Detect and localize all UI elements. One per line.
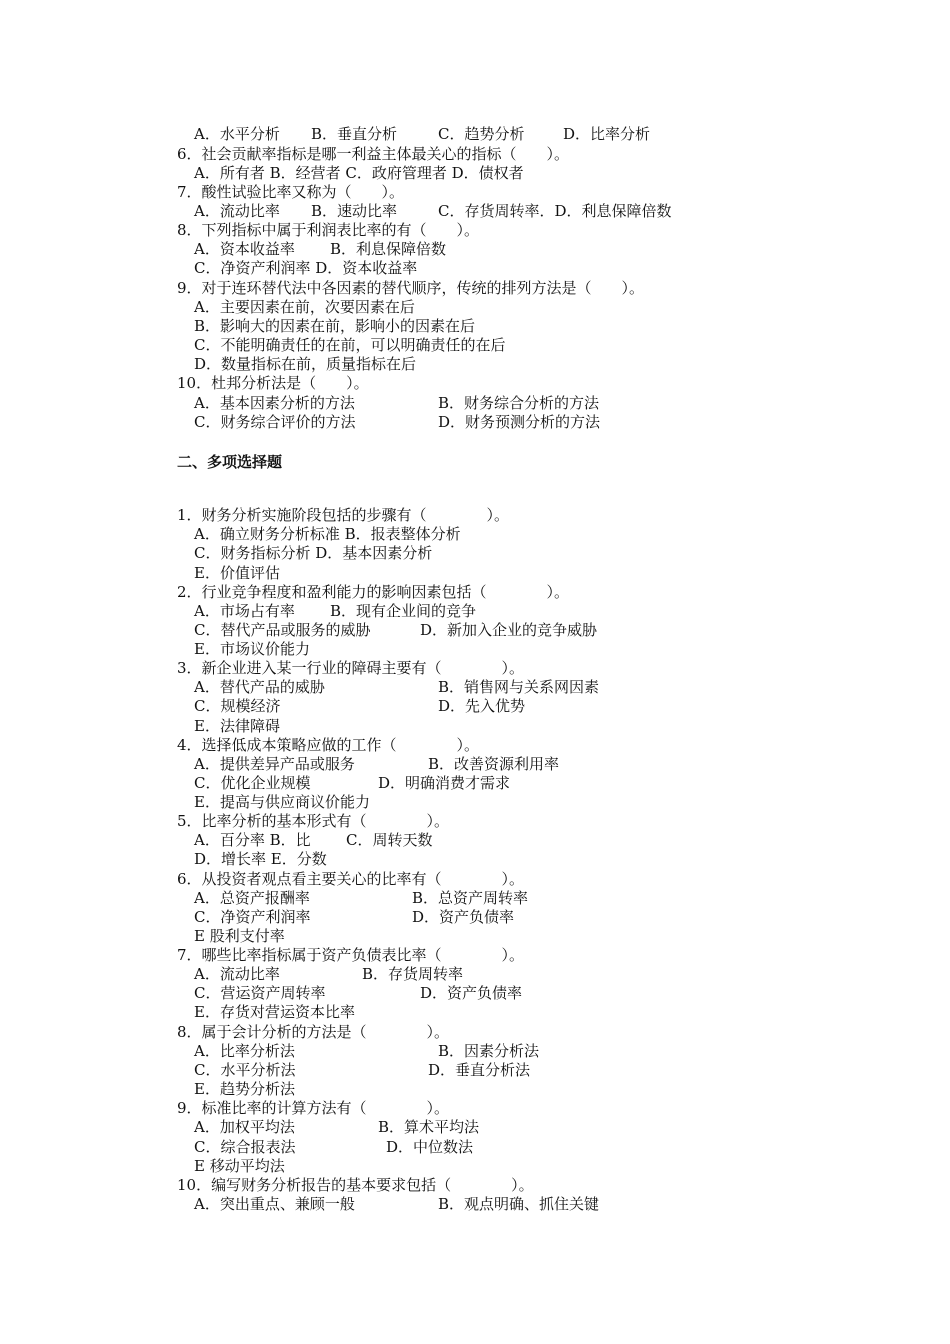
option-e: E．趋势分析法 — [194, 1080, 295, 1098]
question-text: 5．比率分析的基本形式有（ ）。 — [177, 812, 450, 830]
question-text: 6．从投资者观点看主要关心的比率有（ ）。 — [177, 870, 525, 888]
option-b: B．算术平均法 — [378, 1118, 480, 1136]
option-c: C．趋势分析 — [438, 125, 525, 143]
option-d: D．资产负债率 — [412, 908, 515, 926]
option-e: E．市场议价能力 — [194, 640, 310, 658]
option-d: D．比率分析 — [563, 125, 651, 143]
option-c: C．替代产品或服务的威胁 — [194, 621, 371, 639]
question-text: 1．财务分析实施阶段包括的步骤有（ ）。 — [177, 506, 510, 524]
options-line: A．确立财务分析标准 B．报表整体分析 — [194, 525, 461, 543]
option-e: E 股利支付率 — [194, 927, 285, 945]
option-c: C．水平分析法 — [194, 1061, 296, 1079]
options-line: A．所有者 B．经营者 C．政府管理者 D．债权者 — [194, 164, 524, 182]
option-d: D．财务预测分析的方法 — [438, 413, 601, 431]
option-c: C．规模经济 — [194, 697, 281, 715]
option-c: C．周转天数 — [346, 831, 433, 849]
question-text: 9．对于连环替代法中各因素的替代顺序，传统的排列方法是（ ）。 — [177, 279, 645, 297]
question-text: 3．新企业进入某一行业的障碍主要有（ ）。 — [177, 659, 525, 677]
question-text: 4．选择低成本策略应做的工作（ ）。 — [177, 736, 480, 754]
option-c: C．综合报表法 — [194, 1138, 296, 1156]
option-c: C．净资产利润率 — [194, 908, 311, 926]
question-text: 6．社会贡献率指标是哪一利益主体最关心的指标（ ）。 — [177, 145, 570, 163]
option-c: C．财务综合评价的方法 — [194, 413, 356, 431]
question-text: 9．标准比率的计算方法有（ ）。 — [177, 1099, 450, 1117]
section-heading: 二、多项选择题 — [177, 453, 283, 471]
question-text: 7．哪些比率指标属于资产负债表比率（ ）。 — [177, 946, 525, 964]
option-a: A．水平分析 — [194, 125, 280, 143]
option-a: A．市场占有率 — [194, 602, 295, 620]
option-c: C．存货周转率．D．利息保障倍数 — [438, 202, 672, 220]
option-b: B．利息保障倍数 — [330, 240, 447, 258]
option-a: A．突出重点、兼顾一般 — [194, 1195, 355, 1213]
option-b: B．影响大的因素在前，影响小的因素在后 — [194, 317, 476, 335]
question-text: 10．杜邦分析法是（ ）。 — [177, 374, 369, 392]
option-c: C．优化企业规模 — [194, 774, 311, 792]
option-d: D．资产负债率 — [420, 984, 523, 1002]
option-a: A．替代产品的威胁 — [194, 678, 325, 696]
option-d: D．数量指标在前，质量指标在后 — [194, 355, 417, 373]
options-line: C．财务指标分析 D．基本因素分析 — [194, 544, 433, 562]
option-b: B．销售网与关系网因素 — [438, 678, 600, 696]
option-a: A．主要因素在前，次要因素在后 — [194, 298, 415, 316]
option-d: D．新加入企业的竞争威胁 — [420, 621, 598, 639]
options-line: C．净资产利润率 D．资本收益率 — [194, 259, 418, 277]
option-a: A．比率分析法 — [194, 1042, 295, 1060]
option-b: B．现有企业间的竞争 — [330, 602, 477, 620]
options-line: D．增长率 E．分数 — [194, 850, 327, 868]
option-b: B．速动比率 — [311, 202, 398, 220]
option-d: D．中位数法 — [386, 1138, 474, 1156]
option-b: B．财务综合分析的方法 — [438, 394, 600, 412]
option-e: E．存货对营运资本比率 — [194, 1003, 355, 1021]
option-c: C．营运资产周转率 — [194, 984, 326, 1002]
option-c: C．不能明确责任的在前，可以明确责任的在后 — [194, 336, 506, 354]
option-b: B．因素分析法 — [438, 1042, 540, 1060]
question-text: 8．下列指标中属于利润表比率的有（ ）。 — [177, 221, 480, 239]
option-e: E．法律障碍 — [194, 717, 280, 735]
question-text: 7．酸性试验比率又称为（ ）。 — [177, 183, 405, 201]
option-a: A．流动比率 — [194, 965, 280, 983]
option-a: A．加权平均法 — [194, 1118, 295, 1136]
option-a: A．流动比率 — [194, 202, 280, 220]
options-line: A．百分率 B．比 — [194, 831, 311, 849]
option-a: A．资本收益率 — [194, 240, 295, 258]
option-b: B．观点明确、抓住关键 — [438, 1195, 600, 1213]
option-e: E．价值评估 — [194, 564, 280, 582]
question-text: 2．行业竞争程度和盈利能力的影响因素包括（ ）。 — [177, 583, 570, 601]
question-text: 10．编写财务分析报告的基本要求包括（ ）。 — [177, 1176, 534, 1194]
option-e: E 移动平均法 — [194, 1157, 285, 1175]
option-b: B．总资产周转率 — [412, 889, 529, 907]
option-d: D．垂直分析法 — [428, 1061, 531, 1079]
option-b: B．存货周转率 — [362, 965, 464, 983]
option-a: A．提供差异产品或服务 — [194, 755, 355, 773]
option-a: A．基本因素分析的方法 — [194, 394, 355, 412]
option-b: B．改善资源利用率 — [428, 755, 560, 773]
option-a: A．总资产报酬率 — [194, 889, 310, 907]
option-b: B．垂直分析 — [311, 125, 398, 143]
option-d: D．先入优势 — [438, 697, 526, 715]
option-e: E．提高与供应商议价能力 — [194, 793, 370, 811]
question-text: 8．属于会计分析的方法是（ ）。 — [177, 1023, 450, 1041]
option-d: D．明确消费才需求 — [378, 774, 511, 792]
